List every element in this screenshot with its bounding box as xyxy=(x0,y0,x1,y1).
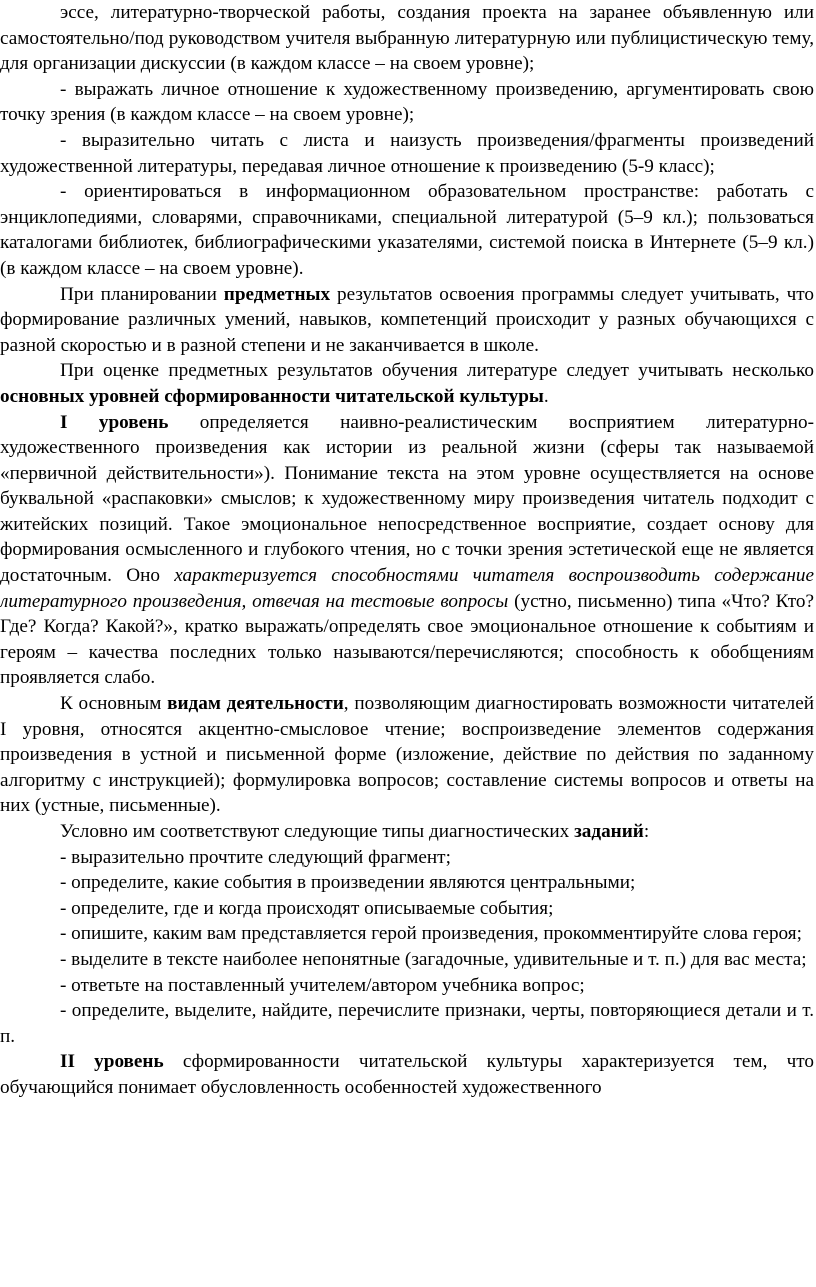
paragraph-task-types xyxy=(0,819,814,845)
paragraph-level-one xyxy=(0,410,814,692)
text-run: результатов освоения программы следует учитывать, что формирование различных умений, навыков, компетенций происходит у разных обучающихся с разной скоростью и в разной степени и не заканчивается в школе. xyxy=(0,283,814,356)
text-run: определяется наивно-реалистическим восприятием литературно-художественного произведения как истории из реальной жизни (сферы так называемой «первичной действительности»). Понимание текста на этом уровне осуществляется на основе буквальной «распаковки» смыслов; к художественному миру произведения читатель подходит с житейских позиций. Такое эмоциональное непосредственное восприятие, создает основу для формирования осмысленного и глубокого чтения, но с точки зрения эстетической еще не является достаточным. Оно xyxy=(0,411,815,587)
paragraph-activity-types xyxy=(0,691,814,819)
paragraph-expressive-reading: - выразительно читать с листа и наизусть произведения/фрагменты произведений художественной литературы, передавая личное отношение к произведению (5-9 класс); xyxy=(0,129,814,177)
text-run: К основным xyxy=(60,693,168,715)
task-item: - выделите в тексте наиболее непонятные (загадочные, удивительные и т. п.) для вас места; xyxy=(60,948,807,970)
text-run: (устно, письменно) типа «Что? Кто? Где? Когда? Какой?», кратко выражать/определять свое эмоциональное отношение к событиям и героям – качества последних только называются/перечисляются; способность к обобщениям проявляется слабо. xyxy=(0,590,814,689)
bold-term: заданий xyxy=(574,821,644,842)
text-run: сформированности читательской культуры характеризуется тем, что обучающийся понимает обусловленность особенностей художественного xyxy=(0,1051,814,1098)
task-item: - определите, какие события в произведении являются центральными; xyxy=(60,872,636,894)
paragraph-essay-continuation: эссе, литературно-творческой работы, создания проекта на заранее объявленную или самостоятельно/под руководством учителя выбранную литературную или публицистическую тему, для организации дискуссии (в каждом классе – на своем уровне); xyxy=(0,2,814,75)
text-run: . xyxy=(543,385,549,407)
paragraph-information-space: - ориентироваться в информационном образовательном пространстве: работать с энциклопедиями, словарями, справочниками, специальной литературой (5–9 кл.); пользоваться каталогами библиотек, библиографическими указателями, системой поиска в Интернете (5–9 кл.) (в каждом классе – на своем уровне). xyxy=(0,181,814,279)
level-one-heading: I уровень xyxy=(60,411,169,433)
bold-term: видам деятельности xyxy=(167,693,344,715)
paragraph-subject-results xyxy=(0,282,814,359)
task-item: - выразительно прочтите следующий фрагмент; xyxy=(60,846,451,868)
task-item: - определите, выделите, найдите, перечислите признаки, черты, повторяющиеся детали и т. п. xyxy=(0,1000,814,1047)
task-item: - определите, где и когда происходят описываемые события; xyxy=(60,897,554,919)
task-item: - опишите, каким вам представляется герой произведения, прокомментируйте слова героя; xyxy=(60,923,802,945)
paragraph-assessment-levels xyxy=(0,358,814,409)
bold-term: основных уровней сформированности читательской культуры xyxy=(0,385,544,407)
text-run: При оценке предметных результатов обучения литературе следует учитывать несколько xyxy=(60,360,814,382)
paragraph-express-attitude: - выражать личное отношение к художественному произведению, аргументировать свою точку зрения (в каждом классе – на своем уровне); xyxy=(0,78,814,126)
task-item: - ответьте на поставленный учителем/автором учебника вопрос; xyxy=(60,974,585,996)
paragraph-level-two xyxy=(0,1049,814,1100)
italic-text: характеризуется способностями читателя воспроизводить содержание литературного произведения, отвечая на тестовые вопросы xyxy=(0,565,815,612)
text-run: : xyxy=(643,821,650,842)
bold-term: предметных xyxy=(223,283,331,305)
text-run: , позволяющим диагностировать возможности читателей I уровня, относятся акцентно-смысловое чтение; воспроизведение элементов содержания произведения в устной и письменной форме (изложение, действие по действия по заданному алгоритму с инструкцией); формулировка вопросов; составление системы вопросов и ответы на них (устные, письменные). xyxy=(0,693,814,817)
text-run: Условно им соответствуют следующие типы диагностических xyxy=(60,821,575,842)
text-run: При планировании xyxy=(60,283,224,305)
level-two-heading: II уровень xyxy=(60,1051,164,1073)
